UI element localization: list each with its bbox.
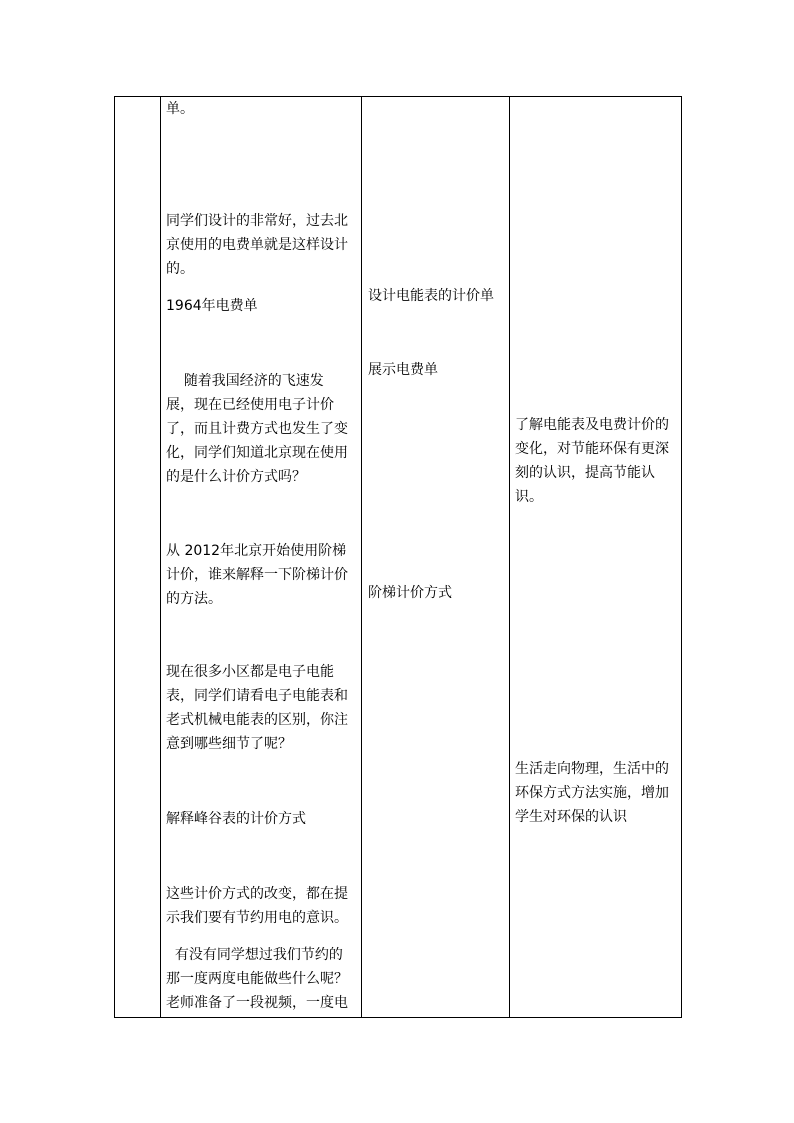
column-divider xyxy=(361,97,362,1017)
teacher-activity-text: 单。 xyxy=(166,101,194,117)
teacher-activity-text: 这些计价方式的改变，都在提 示我们要有节约用电的意识。 xyxy=(166,886,348,926)
student-activity-text: 展示电费单 xyxy=(368,362,438,378)
teacher-activity-text: 解释峰谷表的计价方式 xyxy=(166,811,306,827)
student-activity-text: 阶梯计价方式 xyxy=(368,585,452,601)
teacher-activity-text: 1964年电费单 xyxy=(166,298,258,314)
teacher-activity-text: 有没有同学想过我们节约的 那一度两度电能做些什么呢？ 老师准备了一段视频，一度电 xyxy=(166,947,348,1011)
teacher-activity-text: 同学们设计的非常好，过去北 京使用的电费单就是这样设计 的。 xyxy=(166,213,348,277)
teacher-activity-text: 现在很多小区都是电子电能 表，同学们请看电子电能表和 老式机械电能表的区别，你注 意到哪些细节了呢？ xyxy=(166,664,348,752)
design-intent-text: 了解电能表及电费计价的 变化，对节能环保有更深 刻的认识，提高节能认 识。 xyxy=(515,417,669,505)
student-activity-text: 设计电能表的计价单 xyxy=(368,288,494,304)
column-divider xyxy=(160,97,161,1017)
teacher-activity-text: 随着我国经济的飞速发 展，现在已经使用电子计价 了，而且计费方式也发生了变 化，同学们知道北京现在使用 的是什么计价方式吗？ xyxy=(166,373,348,485)
design-intent-text: 生活走向物理，生活中的 环保方式方法实施，增加 学生对环保的认识 xyxy=(515,761,669,825)
column-divider xyxy=(509,97,510,1017)
teacher-activity-text: 从 2012年北京开始使用阶梯 计价，谁来解释一下阶梯计价 的方法。 xyxy=(166,543,348,607)
